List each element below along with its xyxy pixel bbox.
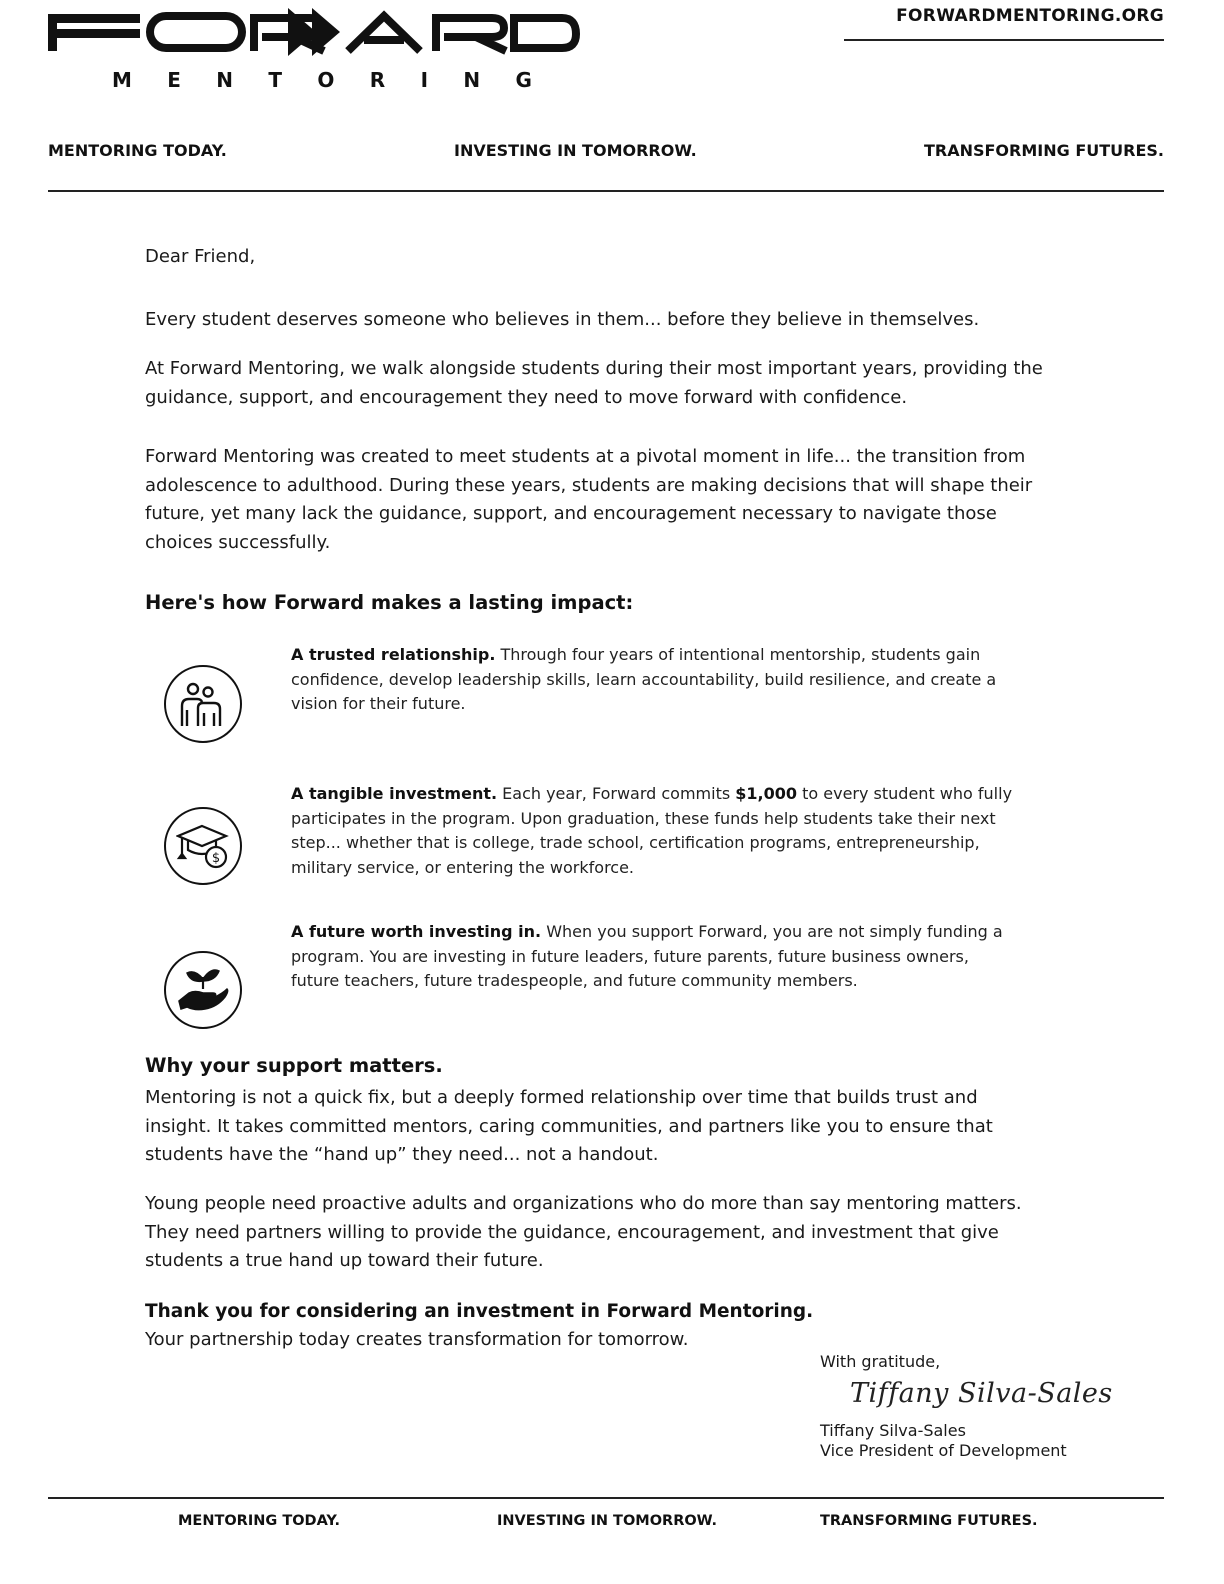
- logo-sub-letter: O: [317, 68, 335, 92]
- tagline-investing: INVESTING IN TOMORROW.: [454, 141, 697, 160]
- paragraph-4: [145, 1084, 1085, 1170]
- logo-letter-a: [348, 16, 420, 51]
- logo-sub-letter: G: [515, 68, 532, 92]
- paragraph-2-line: guidance, support, and encouragement they need to move forward with confidence.: [145, 386, 908, 408]
- paragraph-3-line: adolescence to adulthood. During these years, students are making decisions that will shape their: [145, 474, 1033, 496]
- paragraph-3-line: future, yet many lack the guidance, support, and encouragement necessary to navigate those: [145, 503, 997, 524]
- sign-off: With gratitude,: [820, 1352, 941, 1371]
- mentor-student-icon: [164, 665, 242, 743]
- paragraph-3: [145, 443, 1085, 557]
- impact-text-line: program. You are investing in future leaders, future parents, future business owners,: [291, 946, 969, 966]
- svg-text:$: $: [211, 851, 221, 866]
- closing-thank-you: Thank you for considering an investment in Forward Mentoring.: [145, 1301, 814, 1322]
- impact-title: A future worth investing in.: [291, 922, 542, 941]
- logo-letter-o: [150, 16, 242, 48]
- logo-sub-letter: R: [369, 68, 386, 92]
- logo-sub-letter: N: [463, 68, 481, 92]
- logo-sub-letter: N: [216, 68, 234, 92]
- tagline-mentoring: MENTORING TODAY.: [48, 141, 227, 160]
- impact-heading: Here's how Forward makes a lasting impact:: [145, 591, 634, 614]
- closing-line: Your partnership today creates transformation for tomorrow.: [145, 1329, 689, 1350]
- footer-divider: [48, 1497, 1164, 1499]
- header-divider: [48, 190, 1164, 192]
- logo-subtitle: [112, 68, 532, 98]
- impact-item-investment: [291, 782, 1071, 881]
- paragraph-5-line: They need partners willing to provide the guidance, encouragement, and investment that give: [145, 1221, 999, 1243]
- logo-sub-letter: I: [420, 68, 429, 92]
- impact-text-line: step... whether that is college, trade school, certification programs, entrepreneurship,: [291, 833, 980, 853]
- impact-text-line: future teachers, future tradespeople, and future community members.: [291, 971, 858, 991]
- footer-tagline-transforming: TRANSFORMING FUTURES.: [820, 1513, 1038, 1529]
- signer-name: Tiffany Silva-Sales: [820, 1421, 966, 1440]
- impact-title: A trusted relationship.: [291, 645, 496, 664]
- impact-item-relationship: [291, 643, 1071, 717]
- logo-sub-letter: T: [268, 68, 283, 92]
- support-heading: Why your support matters.: [145, 1054, 443, 1077]
- impact-title: A tangible investment.: [291, 784, 498, 803]
- url-underline: [844, 39, 1164, 41]
- site-url: FORWARDMENTORING.ORG: [896, 6, 1164, 26]
- paragraph-5-line: students a true hand up toward their future.: [145, 1250, 544, 1271]
- tagline-transforming: TRANSFORMING FUTURES.: [923, 141, 1164, 160]
- paragraph-4-line: insight. It takes committed mentors, caring communities, and partners like you to ensure that: [145, 1115, 993, 1137]
- hand-plant-icon: [164, 951, 242, 1029]
- paragraph-5: [145, 1190, 1085, 1276]
- footer-tagline-investing: INVESTING IN TOMORROW.: [497, 1513, 717, 1529]
- impact-text-line: Through four years of intentional mentorship, students gain: [495, 645, 981, 664]
- forward-logo: [48, 4, 588, 64]
- paragraph-3-line: Forward Mentoring was created to meet students at a pivotal moment in life... the transition from: [145, 446, 1026, 467]
- logo-letter-d: [514, 18, 576, 48]
- footer-tagline-mentoring: MENTORING TODAY.: [178, 1513, 341, 1529]
- impact-text-segment: to every student who fully: [797, 784, 1013, 803]
- investment-amount: $1,000: [735, 784, 798, 803]
- paragraph-4-line: Mentoring is not a quick fix, but a deeply formed relationship over time that builds trust and: [145, 1087, 978, 1108]
- paragraph-2: [145, 355, 1085, 412]
- handwritten-signature: Tiffany Silva-Sales: [850, 1378, 1113, 1409]
- impact-item-future: [291, 920, 1071, 994]
- paragraph-3-line: choices successfully.: [145, 531, 331, 553]
- graduation-cap-dollar-icon: [164, 807, 242, 885]
- logo-sub-letter: E: [167, 68, 181, 92]
- impact-text-line: When you support Forward, you are not simply funding a: [541, 922, 1003, 941]
- paragraph-1: Every student deserves someone who believes in them... before they believe in themselves.: [145, 309, 980, 330]
- impact-text-line: participates in the program. Upon graduation, these funds help students take their next: [291, 808, 996, 828]
- logo-letter-r2: [436, 18, 506, 51]
- impact-text-line: confidence, develop leadership skills, learn accountability, build resilience, and create a: [291, 669, 997, 689]
- signer-title: Vice President of Development: [820, 1441, 1067, 1460]
- paragraph-5-line: Young people need proactive adults and organizations who do more than say mentoring matters.: [145, 1193, 1022, 1214]
- logo-letter-f: [48, 14, 140, 51]
- impact-text-line: vision for their future.: [291, 694, 466, 714]
- logo-chevrons: [288, 8, 340, 56]
- logo-sub-letter: M: [112, 68, 132, 92]
- greeting: Dear Friend,: [145, 246, 256, 267]
- impact-text-segment: Each year, Forward commits: [497, 784, 736, 803]
- paragraph-4-line: students have the “hand up” they need... not a handout.: [145, 1144, 659, 1165]
- impact-text-line: military service, or entering the workforce.: [291, 858, 635, 878]
- paragraph-2-line: At Forward Mentoring, we walk alongside students during their most important years, providing the: [145, 358, 1043, 379]
- header-taglines: [48, 141, 1164, 165]
